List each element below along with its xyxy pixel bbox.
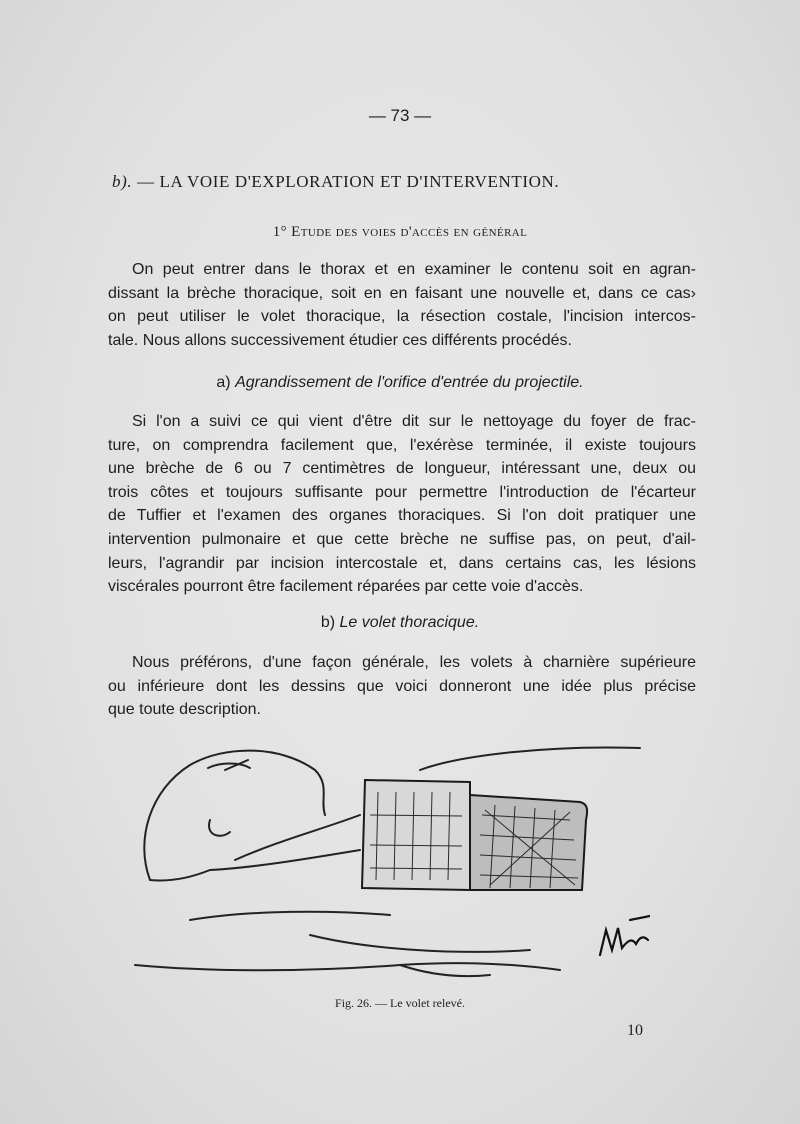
heading-b-prefix: b) bbox=[320, 614, 336, 631]
paragraph-line: Nous préférons, d'une façon générale, les volets à charnière supérieure bbox=[132, 654, 696, 671]
paragraph-line: intervention pulmonaire et que cette brèche ne suffise pas, on peut, d'ail- bbox=[108, 530, 696, 548]
paragraph-line: on peut utiliser le volet thoracique, la résection costale, l'incision intercos- bbox=[108, 308, 696, 326]
paragraph-line: tale. Nous allons successivement étudier ces différents procédés. bbox=[108, 331, 572, 349]
ear-outline bbox=[209, 820, 230, 836]
paragraph-line: Si l'on a suivi ce qui vient d'être dit sur le nettoyage du foyer de frac- bbox=[132, 413, 696, 430]
section-letter: b). bbox=[112, 172, 133, 191]
paragraph-2 bbox=[108, 410, 696, 599]
heading-a-prefix: a) bbox=[216, 374, 231, 391]
heading-b-text: Le volet thoracique. bbox=[339, 614, 480, 631]
signature-number: 10 bbox=[627, 1022, 643, 1039]
paragraph-line: dissant la brèche thoracique, soit en en faisant une nouvelle et, dans ce cas› bbox=[108, 284, 696, 302]
paragraph-line: ou inférieure dont les dessins que voici donneront une idée plus précise bbox=[108, 677, 696, 695]
heading-a bbox=[0, 374, 800, 392]
section-title bbox=[112, 172, 559, 192]
heading-a-text: Agrandissement de l'orifice d'entrée du projectile. bbox=[235, 374, 584, 391]
paragraph-line: trois côtes et toujours suffisante pour permettre l'introduction de l'écarteur bbox=[108, 483, 696, 501]
paragraph-3 bbox=[108, 651, 696, 722]
paragraph-line: On peut entrer dans le thorax et en examiner le contenu soit en agran- bbox=[132, 261, 696, 278]
paragraph-line: ture, on comprendra facilement que, l'exérèse terminée, il existe toujours bbox=[108, 436, 696, 454]
figure-caption: Fig. 26. — Le volet relevé. bbox=[335, 996, 465, 1010]
artist-signature bbox=[600, 916, 650, 955]
subheading: 1° Etude des voies d'accès en général bbox=[272, 224, 528, 240]
paragraph-line: viscérales pourront être facilement réparées par cette voie d'accès. bbox=[108, 578, 584, 596]
paragraph-line: de Tuffier et l'examen des organes thoraciques. Si l'on doit pratiquer une bbox=[108, 507, 696, 525]
surgical-illustration bbox=[130, 740, 650, 990]
paragraph-line: leurs, l'agrandir par incision intercostale et, dans certains cas, les lésions bbox=[108, 554, 696, 572]
page-number: — 73 — bbox=[368, 106, 432, 125]
paragraph-line: que toute description. bbox=[108, 701, 261, 719]
heading-b bbox=[0, 614, 800, 632]
paragraph-1 bbox=[108, 258, 696, 352]
paragraph-line: une brèche de 6 ou 7 centimètres de longueur, intéressant une, deux ou bbox=[108, 460, 696, 478]
section-title-text: — LA VOIE D'EXPLORATION ET D'INTERVENTION. bbox=[137, 172, 560, 191]
